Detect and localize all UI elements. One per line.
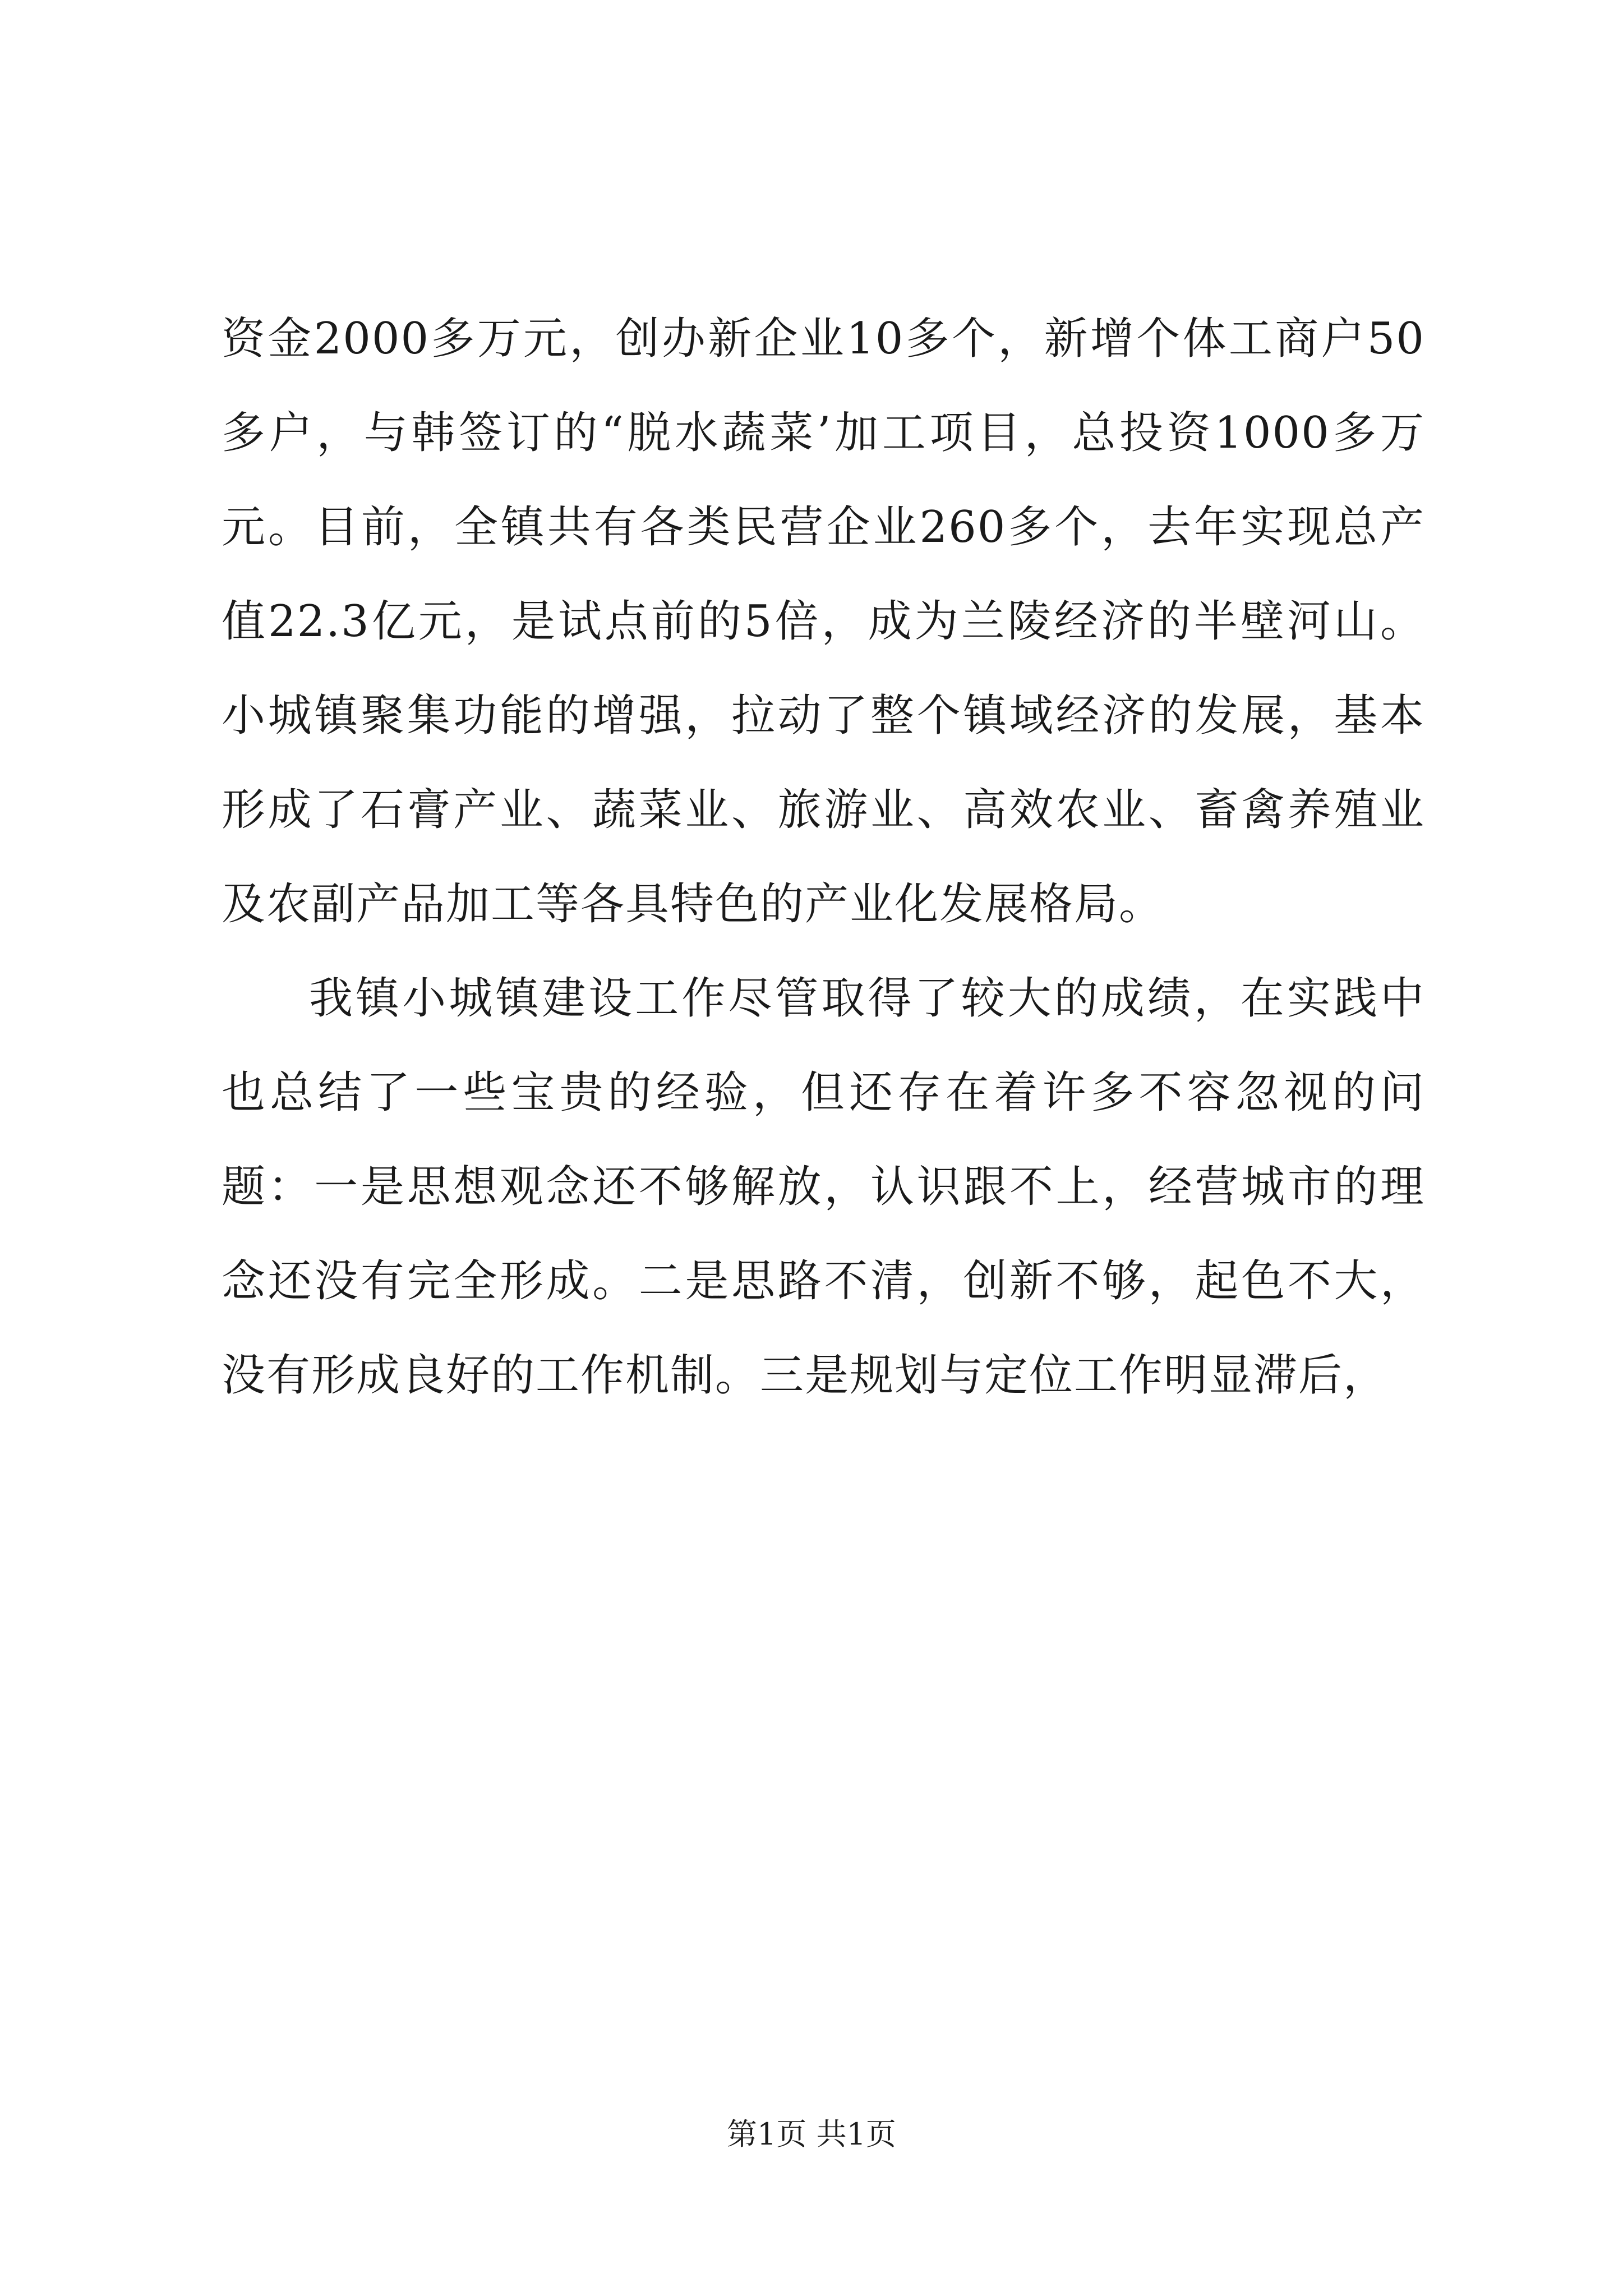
page-number-label: 第1页 共1页 [727, 2116, 896, 2152]
paragraph-1: 资金2000多万元，创办新企业10多个，新增个体工商户50多户，与韩签订的“脱水蔬菜’加工项目，总投资1000多万元。目前，全镇共有各类民营企业260多个，去年实现总产值22.3亿元，是试点前的5倍，成为兰陵经济的半壁河山。小城镇聚集功能的增强，拉动了整个镇域经济的发展，基本形成了石膏产业、蔬菜业、旅游业、高效农业、畜禽养殖业及农副产品加工等各具特色的产业化发展格局。 [222, 314, 1425, 930]
document-body [222, 292, 1425, 1423]
paragraph-2: 我镇小城镇建设工作尽管取得了较大的成绩，在实践中也总结了一些宝贵的经验，但还存在着许多不容忽视的问题：一是思想观念还不够解放，认识跟不上，经营城市的理念还没有完全形成。二是思路不清，创新不够，起色不大，没有形成良好的工作机制。三是规划与定位工作明显滞后， [222, 973, 1425, 1401]
page-footer [0, 2115, 1623, 2154]
